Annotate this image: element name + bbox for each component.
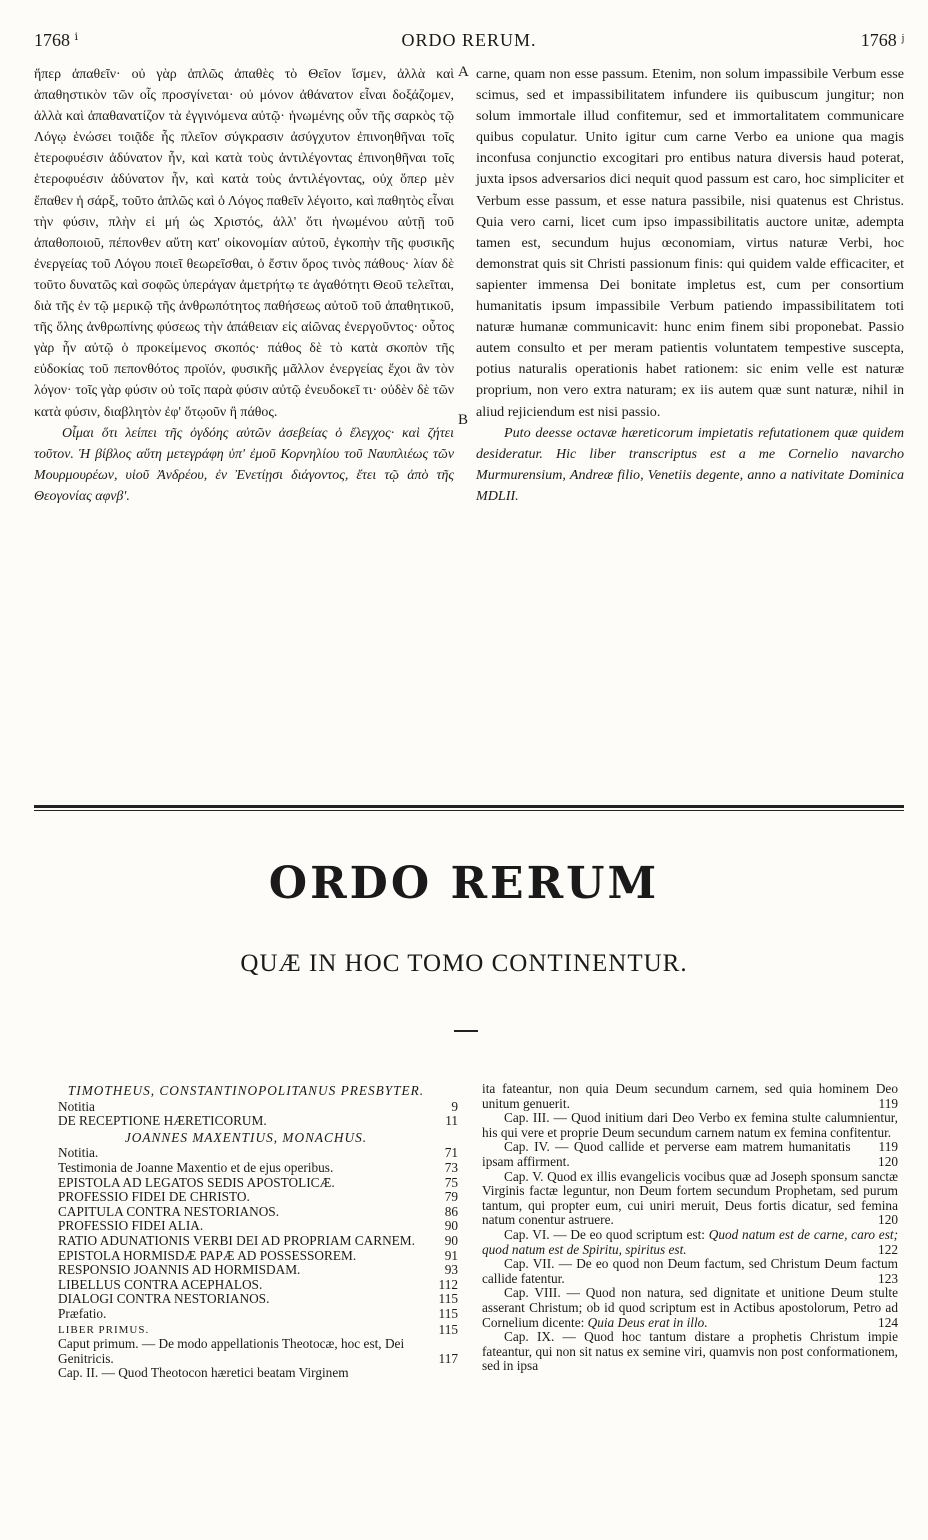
toc-entry-title: Caput primum. — De modo appellationis Theotocæ, hoc est, Dei Genitricis. (58, 1336, 405, 1366)
latin-paragraph: carne, quam non esse passum. Etenim, non solum impassibile Verbum esse scimus, sed et impassibilitatem infundere iis quibuscum jungitur; non solum immortale illud confitemur, sed et immortalitatem communicare quibus copulatur. Unito igitur cum carne Verbo ea unione qua magis inconfusa conjunctio excogitari pro entibus natura diversis haud poterat, juxta ipsos adversarios dici nequit quod passum est caro, hoc simpliciter et Verbum esse passum, et esse natura passibile, nisi quatenus est Christus. Quia vero carni, licet cum ipso impassibilitatis auctore unitæ, adempta tamen est, secundum hujus œconomiam, virtus naturæ Verbi, hoc demonstrat quis sit Christi passionum finis: qui quidem valde efficaciter, et sapienter immensa Dei bonitate impletus est, cum per consortium humanitatis ipsum impassibile Verbum patiendo impassibilitatem toti naturæ humanæ communicavit: hunc enim finem sibi proponebat. Passio autem consulto et per meram patientis voluntatem tempestive suscepta, potius naturalis operationis habet rationem: sic enim velle est naturæ proprium, non vero extra naturam; ex iis autem quæ sunt naturæ, nihil in aliud rejiciendum est nisi passio. (476, 66, 904, 420)
toc-entry (34, 1161, 458, 1176)
toc-chapter-title: ita fateantur, non quia Deum secundum carnem, sed quia hominem Deo unitum genuerit. (482, 1081, 898, 1111)
toc-left-column (34, 1082, 458, 1381)
toc-entry (34, 1205, 458, 1220)
toc-page-number: 73 (444, 1159, 458, 1175)
toc-entry-title: Testimonia de Joanne Maxentio et de ejus operibus. (58, 1159, 334, 1175)
toc-author-heading: JOANNES MAXENTIUS, MONACHUS. (124, 1129, 368, 1145)
latin-scribe-note: Puto deesse octavæ hæreticorum impietatis refutationem quæ quidem desideratur. Hic liber transcriptus est a me Cornelio navarcho Murmurensium, Andreæ filio, Venetiis degente, anno a nativitate Dominica MDLII. (476, 424, 904, 504)
toc-page-number: 112 (438, 1276, 458, 1292)
toc-entry (34, 1307, 458, 1322)
toc-entry-title: RESPONSIO JOANNIS AD HORMISDAM. (58, 1262, 301, 1278)
latin-column (476, 64, 904, 507)
toc-page-number: 11 (445, 1113, 458, 1129)
toc-entry (34, 1114, 458, 1129)
short-rule (454, 1030, 478, 1032)
toc-chapter-title: Cap. VII. — De eo quod non Deum factum, sed Christum Deum factum callide fatentur. (482, 1256, 898, 1286)
toc-page-number: 9 (451, 1098, 458, 1114)
toc-page-number: 79 (444, 1189, 458, 1205)
toc-chapter-title: Cap. V. Quod ex illis evangelicis vocibus quæ ad Joseph sponsum sanctæ Virginis factæ leguntur, non Deum fortem secundum Prophetam, sed purum tantum, qui propter eum, cui uniri meruit, Deus fortis dicatur, sed femina natum conentur astruere. (482, 1168, 898, 1228)
toc-entry-title: PROFESSIO FIDEI DE CHRISTO. (58, 1189, 250, 1205)
toc-entry (34, 1100, 458, 1115)
toc-chapter-quote: Quia Deus erat in illo. (587, 1314, 708, 1330)
toc-page-number: 86 (444, 1203, 458, 1219)
toc-entry (34, 1322, 458, 1338)
toc-chapter-quote: Quod natum est de carne, caro est; quod natum est de Spiritu, spiritus est. (482, 1226, 898, 1257)
toc-entry: Cap. II. — Quod Theotocon hæretici beatam Virginem (58, 1365, 349, 1381)
toc-chapter (482, 1170, 898, 1228)
toc-entry-title: LIBER PRIMUS. (58, 1323, 150, 1336)
toc-entry (34, 1278, 458, 1293)
toc-author-heading: TIMOTHEUS, CONSTANTINOPOLITANUS PRESBYTER. (67, 1083, 425, 1098)
toc-page-number: 115 (438, 1321, 458, 1337)
toc-entry-title: DIALOGI CONTRA NESTORIANOS. (58, 1291, 270, 1307)
toc-chapter-title: Cap. IV. — Quod callide et perverse eam matrem humanitatis ipsam affirment. (482, 1139, 851, 1169)
toc-entry (34, 1234, 458, 1249)
contents-subtitle: QUÆ IN HOC TOMO CONTINENTUR. (240, 950, 688, 977)
running-header (34, 30, 904, 54)
toc-entry-title: DE RECEPTIONE HÆRETICORUM. (58, 1113, 267, 1129)
toc-page-number: 117 (438, 1350, 458, 1366)
toc-entry-title: EPISTOLA AD LEGATOS SEDIS APOSTOLICÆ. (58, 1174, 335, 1190)
toc-chapter (482, 1140, 898, 1169)
toc-entry-title: Præfatio. (58, 1305, 107, 1321)
toc-entry-title: LIBELLUS CONTRA ACEPHALOS. (58, 1276, 263, 1292)
toc-page-number: 71 (444, 1145, 458, 1161)
toc-chapter (482, 1286, 898, 1330)
toc-chapter (482, 1228, 898, 1257)
toc-chapter (482, 1082, 898, 1111)
toc-chapter: Cap. IX. — Quod hoc tantum distare a prophetis Christum impie fateantur, qui non sit natus ex semine viri, quamvis non post conformationem, sed in ipsa (482, 1329, 898, 1374)
toc-chapter-title: Cap. III. — Quod initium dari Deo Verbo ex femina stulte calumnientur, his qui vere et proprie Deum secundum carnem natum ex femina confitentur. (482, 1110, 898, 1140)
toc-entry-title: Notitia (58, 1098, 95, 1114)
toc-chapter (482, 1257, 898, 1286)
toc-page-number: 122 (878, 1241, 898, 1257)
toc-page-number: 120 (878, 1153, 898, 1169)
toc-entry-title: PROFESSIO FIDEI ALIA. (58, 1218, 204, 1234)
toc-page-number: 115 (438, 1291, 458, 1307)
toc-entry (34, 1263, 458, 1278)
toc-entry (34, 1337, 458, 1366)
margin-mark-a: A (458, 64, 469, 80)
toc-page-number: 75 (444, 1174, 458, 1190)
page-number-left: 1768 ⁱ (34, 30, 79, 50)
contents-title: ORDO RERUM (268, 858, 660, 909)
greek-paragraph: ἥπερ ἀπαθεῖν· οὐ γὰρ ἁπλῶς ἀπαθὲς τὸ Θεῖον ἴσμεν, ἀλλὰ καὶ ἀπαθηστικὸν τῶν οἷς προσγίνεται· οὐ μόνον ἀθάνατον εἶναι δοξάζομεν, ἀλλὰ καὶ ἀπαθανατίζον τὰ ἐγγινόμενα αὐτῷ· ἡνωμένης οὖν τῆς σαρκὸς τῷ Λόγῳ ἑνώσει τοιᾷδε ἧς πλεῖον σύγκρασιν ἀσύγχυτον ἐπινοηθῆναι τοῖς ἑτεροφυέσιν ἀδύνατον ἦν, καὶ κατὰ τοὺς ἀντιλέγοντας ἐπινοηθῆναι τοῖς ἑτεροφυέσιν ἀδύνατον ἦν, καὶ κατὰ τοὺς ἀντιλέγοντας, οὐχ ὅπερ μὲν ἔπαθεν ἡ σάρξ, τοῦτο ἁπλῶς καὶ ὁ Λόγος παθεῖν λέγοιτο, καὶ παθητὸς εἶναι τὴν φύσιν, πλὴν εἰ μή ὡς Χριστός, ἀλλ' ὅτι ἡνωμένου αὐτῇ τοῦ ἀπαθοποιοῦ, πέπονθεν αὕτη κατ' οἰκονομίαν αὐτοῦ, ἐγκοπὴν τῆς φυσικῆς ἐνεργείας τοῦ Λόγου ποιεῖ θεωρεῖσθαι, ὁ ἔστιν ὅρος τινὸς πάθους· λίαν δὲ τοῦτο δυνατῶς καὶ σοφῶς ὑπεράγαν ἀμετρήτῳ τε ἀγαθότητι Θεοῦ τελεῖται, διὰ τῆς ἐν τῷ μερικῷ τῆς ἀνθρωπότητος παθήσεως αὐτοῦ τοῦ ἀπαθητικοῦ, τῆς ὅλης ἀνθρωπίνης φύσεως τὴν ἀπάθειαν εἰς αἰῶνας ἐνεργοῦντος· οὗτος γὰρ ἦν αὐτῷ ὁ προκείμενος σκοπός· πάθος δὲ τὸ κατὰ σκοπὸν τῆς εὐδοκίας τοῦ πεπονθότος προϊόν, φυσικῆς μᾶλλον ἐνεργείας ἔχοι ἂν τὸν λόγον· τοῖς γὰρ φύσιν οὐ τοῖς παρὰ φύσιν αὐτῷ ἐνευδοκεῖ τι· οὐδὲν δὲ τῶν κατὰ φύσιν, διαβλητὸν ἐφ' ὅτῳοῦν ἢ πάθος. (34, 67, 454, 420)
toc-entry (34, 1176, 458, 1191)
toc-page-number: 90 (444, 1232, 458, 1248)
toc-entry-title: RATIO ADUNATIONIS VERBI DEI AD PROPRIAM CARNEM. (58, 1232, 415, 1248)
toc-page-number: 93 (444, 1262, 458, 1278)
margin-mark-b: B (458, 412, 469, 428)
toc-entry (34, 1249, 458, 1264)
toc-chapter-title: Cap. VI. — De eo quod scriptum est: (504, 1226, 709, 1242)
toc-entry (34, 1292, 458, 1307)
toc-entry (34, 1190, 458, 1205)
toc-entry-title: Notitia. (58, 1145, 99, 1161)
toc-entry-title: CAPITULA CONTRA NESTORIANOS. (58, 1203, 280, 1219)
toc-page-number: 115 (438, 1305, 458, 1321)
toc-page-number: 119 (878, 1095, 898, 1111)
toc-entry (34, 1219, 458, 1234)
toc-right-column (482, 1082, 898, 1374)
toc-page-number: 90 (444, 1218, 458, 1234)
section-divider (34, 805, 904, 811)
toc-page-number: 119 (878, 1139, 898, 1155)
toc-page-number: 120 (878, 1212, 898, 1228)
greek-column (34, 64, 454, 507)
toc-page-number: 91 (444, 1247, 458, 1263)
greek-scribe-note: Οἶμαι ὅτι λείπει τῆς ὀγδόης αὐτῶν ἀσεβείας ὁ ἔλεγχος· καὶ ζήτει τοῦτον. Ἡ βίβλος αὕτη μετεγράφη ὑπ' ἐμοῦ Κορνηλίου τοῦ Ναυπλιέως τῶν Μουρμουρέων, υἱοῦ Ἀνδρέου, ἐν Ἐνετίῃσι διάγοντος, ἔτει τῷ ἀπὸ τῆς Θεογονίας αφνβ'. (34, 425, 454, 504)
running-title: ORDO RERUM. (401, 30, 537, 50)
toc-entry (34, 1146, 458, 1161)
toc-page-number: 123 (878, 1270, 898, 1286)
toc-entry-title: EPISTOLA HORMISDÆ PAPÆ AD POSSESSOREM. (58, 1247, 357, 1263)
toc-page-number: 124 (878, 1314, 898, 1330)
page-number-right: 1768 ʲ (860, 30, 904, 50)
toc-chapter-title: Cap. VIII. — Quod non natura, sed dignitate et unitione Deum stulte asserant Christum; ob id quod scriptum est in Actibus apostolorum, Petro ad Cornelium dicente: (482, 1285, 898, 1330)
